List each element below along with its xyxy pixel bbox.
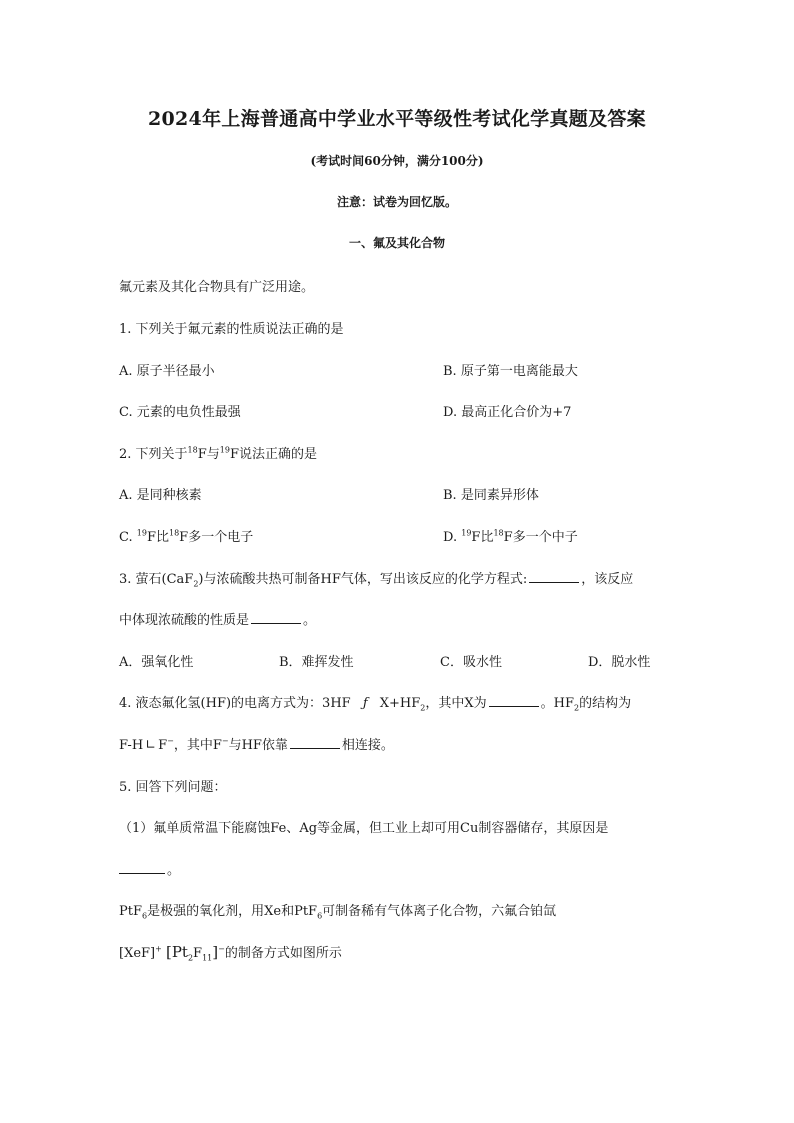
question-5-part1: （1）氟单质常温下能腐蚀Fe、Ag等金属，但工业上却可用Cu制容器储存，其原因是 xyxy=(119,821,609,836)
q1-option-b: B. 原子第一电离能最大 xyxy=(443,364,578,379)
q1-option-a: A. 原子半径最小 xyxy=(119,364,215,379)
question-5-part2: PtF$_6$是极强的氧化剂，用Xe和PtF$_6$可制备稀有气体离子化合物，六氟合铂氙 xyxy=(119,904,557,921)
q2-option-b: B. 是同素异形体 xyxy=(443,488,539,503)
q2-option-d: D. $^{19}$F比$^{18}$F多一个中子 xyxy=(443,528,578,545)
q2-option-c: C. $^{19}$F比$^{18}$F多一个电子 xyxy=(119,528,254,545)
question-4-line2: F-H ∟ F−，其中F−与HF依靠 相连接。 xyxy=(119,736,394,753)
answer-blank[interactable] xyxy=(529,571,579,583)
q3-option-c: C．吸水性 xyxy=(440,655,502,670)
q3-option-a: A．强氧化性 xyxy=(119,655,194,670)
answer-blank[interactable] xyxy=(290,737,340,749)
exam-note: 注意：试卷为回忆版。 xyxy=(336,195,457,209)
answer-blank[interactable] xyxy=(251,612,301,624)
question-5-part1-blank: 。 xyxy=(119,859,180,878)
q2-option-a: A. 是同种核素 xyxy=(119,488,202,503)
question-3-line2: 中体现浓硫酸的性质是 。 xyxy=(119,613,317,628)
answer-blank[interactable] xyxy=(119,862,165,874)
question-2-stem: 2. 下列关于$^{18}$F与$^{19}$F说法正确的是 xyxy=(119,445,318,462)
exam-duration: (考试时间60分钟，满分100分) xyxy=(310,154,484,168)
q3-option-d: D．脱水性 xyxy=(588,655,651,670)
page-title: 2024年上海普通高中学业水平等级性考试化学真题及答案 xyxy=(148,108,646,130)
q1-option-c: C. 元素的电负性最强 xyxy=(119,405,241,420)
q1-option-d: D. 最高正化合价为+7 xyxy=(443,405,572,420)
intro-text: 氟元素及其化合物具有广泛用途。 xyxy=(119,280,315,295)
answer-blank[interactable] xyxy=(489,695,539,707)
question-5-part3: [XeF]+ $[Pt_2F_{11}]^-$的制备方式如图所示 xyxy=(119,943,342,963)
question-1-stem: 1. 下列关于氟元素的性质说法正确的是 xyxy=(119,322,344,337)
question-4-stem: 4. 液态氟化氢(HF)的电离方式为：3HF ƒ $X+HF_2$，其中X为 。$HF_2$的结构为 xyxy=(119,696,632,713)
section-heading: 一、氟及其化合物 xyxy=(348,236,445,250)
question-3-stem: 3. 萤石(CaF$_2$)与浓硫酸共热可制备HF气体，写出该反应的化学方程式: ，该反应 xyxy=(119,572,634,589)
question-5-stem: 5. 回答下列问题： xyxy=(119,780,227,795)
q3-option-b: B．难挥发性 xyxy=(279,655,354,670)
